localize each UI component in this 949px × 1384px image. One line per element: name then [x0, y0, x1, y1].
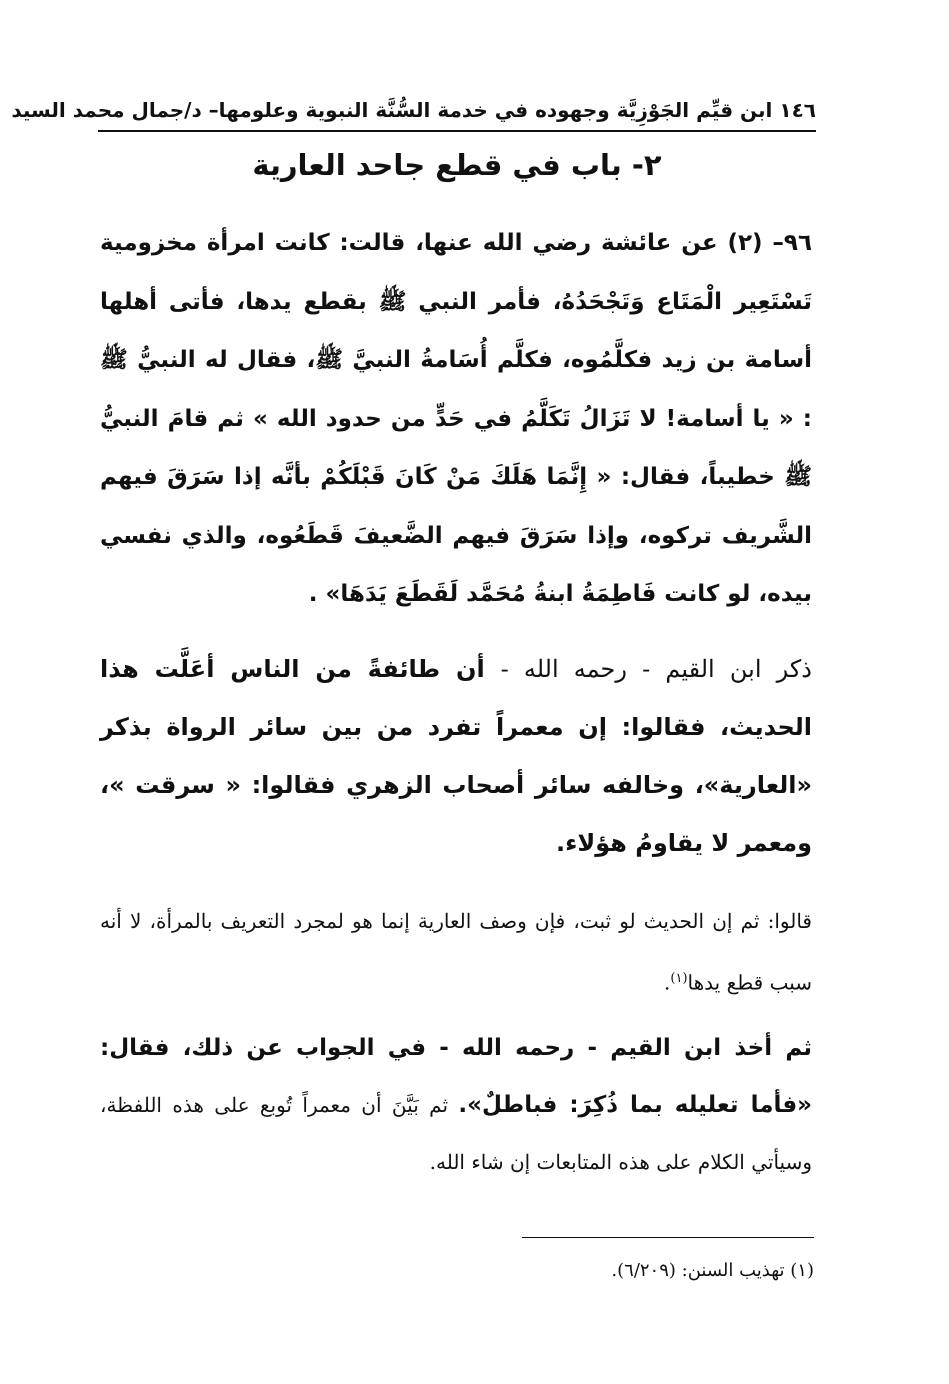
hadith-paragraph: ٩٦– (٢) عن عائشة رضي الله عنها، قالت: كانت امرأة مخزومية تَسْتَعِير الْمَتَاع وَتَجْحَدُهُ، فأمر النبي ﷺ بقطع يدها، فأتى أهلها أسامة بن زيد فكلَّمُوه، فكلَّم أُسَامةُ النبيَّ ﷺ، فقال له النبيُّ ﷺ : « يا أسامة! لا تَزَالُ تَكَلَّمُ في حَدٍّ من حدود الله » ثم قامَ النبيُّ ﷺ خطيباً، فقال: « إِنَّمَا هَلَكَ مَنْ كَانَ قَبْلَكُمْ بأنَّه إذا سَرَقَ فيهم الشَّريف تركوه، وإذا سَرَقَ فيهم الضَّعيفَ قَطَعُوه، والذي نفسي بيده، لو كانت فَاطِمَةُ ابنةُ مُحَمَّد لَقَطَعَ يَدَهَا» .: [100, 230, 812, 607]
discussion-2-text: قالوا: ثم إن الحديث لو ثبت، فإن وصف العارية إنما هو لمجرد التعريف بالمرأة، لا أنه سبب قطع يدها: [100, 909, 812, 995]
discussion-paragraph-2: [100, 892, 812, 1012]
discussion-3-plain: ثم بَيَّنَ أن معمراً تُوبع على هذه اللفظة، وسيأتي الكلام على هذه المتابعات إن شاء الله.: [100, 1093, 812, 1174]
footnote-reference[interactable]: (١): [670, 971, 688, 986]
footnote: (١) تهذيب السنن: (٦/٢٠٩).: [611, 1260, 814, 1281]
discussion-1-lead: ذكر ابن القيم - رحمه الله -: [500, 655, 812, 683]
page-number: ١٤٦: [779, 98, 816, 122]
footnote-rule: [522, 1237, 814, 1238]
chapter-title: ٢- باب في قطع جاحد العارية: [252, 148, 662, 182]
discussion-paragraph-1: [100, 640, 812, 872]
running-header: [11, 92, 816, 128]
header-rule: [98, 130, 816, 132]
discussion-2-end: .: [664, 970, 671, 995]
running-title: ابن قيِّم الجَوْزِيَّة وجهوده في خدمة السُّنَّة النبوية وعلومها– د/جمال محمد السيد: [11, 98, 773, 122]
discussion-paragraph-3: [100, 1020, 812, 1191]
discussion-3-bold: ثم أخذ ابن القيم - رحمه الله - في الجواب عن ذلك، فقال: «فأما تعليله بما ذُكِرَ: فباطلٌ».: [100, 1035, 812, 1118]
discussion-1-body: أن طائفةً من الناس أعَلَّت هذا الحديث، فقالوا: إن معمراً تفرد من بين سائر الرواة بذكر «العارية»، وخالفه سائر أصحاب الزهري فقالوا: « سرقت »، ومعمر لا يقاومُ هؤلاء.: [100, 655, 812, 857]
